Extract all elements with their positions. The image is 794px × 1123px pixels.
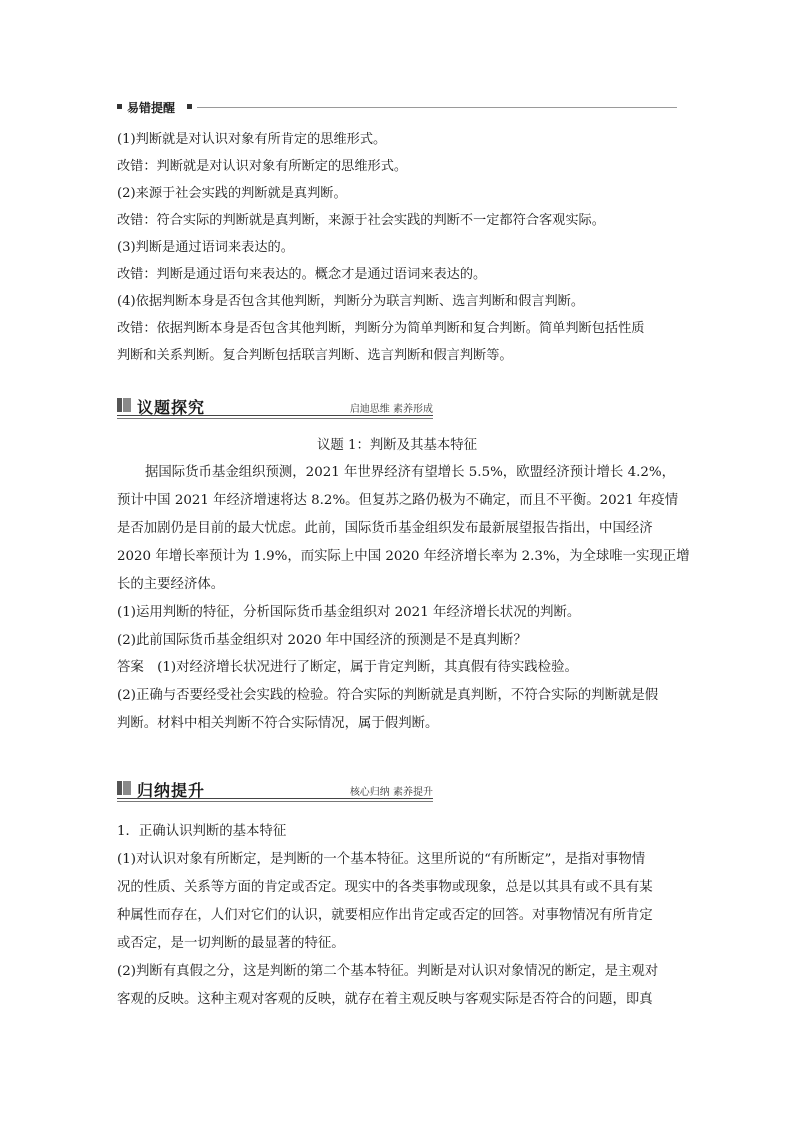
explore-line: 2020 年增长率预计为 1.9%，而实际上中国 2020 年经济增长率为 2.3%，为全球唯一实现正增 [117, 549, 690, 564]
error-line: (1)判断就是对认识对象有所肯定的思维形式。 [117, 132, 387, 147]
section-tab-icon [117, 781, 133, 795]
explore-line: 判断。材料中相关判断不符合实际情况，属于假判断。 [117, 716, 439, 731]
summary-section-bar [117, 778, 433, 798]
errors-section-title: 易错提醒 [127, 101, 176, 115]
error-line: 改错：符合实际的判断就是真判断，来源于社会实践的判断不一定都符合客观实际。 [117, 213, 605, 228]
summary-line: 或否定，是一切判断的最显著的特征。 [117, 936, 345, 951]
explore-line: 预计中国 2021 年经济增速将达 8.2%。但复苏之路仍极为不确定，而且不平衡。2021 年疫情 [117, 493, 679, 508]
summary-line: 客观的反映。这种主观对客观的反映，就存在着主观反映与客观实际是否符合的问题，即真 [117, 992, 653, 1007]
explore-line: 长的主要经济体。 [117, 577, 225, 592]
error-line: 改错：依据判断本身是否包含其他判断，判断分为简单判断和复合判断。简单判断包括性质 [117, 321, 645, 336]
explore-section-title: 议题探究 [137, 398, 206, 417]
summary-line: (1)对认识对象有所断定，是判断的一个基本特征。这里所说的“有所断定”，是指对事物情 [117, 852, 646, 867]
error-line: (3)判断是通过语词来表达的。 [117, 240, 294, 255]
summary-line: 种属性而存在，人们对它们的认识，就要相应作出肯定或否定的回答。对事物情况有所肯定 [117, 908, 653, 923]
summary-line: (2)判断有真假之分，这是判断的第二个基本特征。判断是对认识对象情况的断定，是主观对 [117, 964, 659, 979]
summary-heading: 1．正确认识判断的基本特征 [117, 824, 287, 839]
header-rule [197, 107, 677, 108]
explore-line: (2)正确与否要经受社会实践的检验。符合实际的判断就是真判断，不符合实际的判断就是假 [117, 688, 659, 703]
errors-section-header [117, 100, 677, 114]
error-line: 改错：判断就是对认识对象有所断定的思维形式。 [117, 159, 408, 174]
section-tab-icon [117, 398, 133, 412]
explore-line: 是否加剧仍是目前的最大忧虑。此前，国际货币基金组织发布最新展望报告指出，中国经济 [117, 521, 653, 536]
explore-section-subtitle: 启迪思维 素养形成 [349, 404, 433, 415]
explore-line: 据国际货币基金组织预测，2021 年世界经济有望增长 5.5%，欧盟经济预计增长 4.2%， [145, 465, 675, 480]
explore-line: (2)此前国际货币基金组织对 2020 年中国经济的预测是不是真判断？ [117, 633, 527, 648]
summary-section-title: 归纳提升 [137, 781, 206, 800]
error-line: (4)依据判断本身是否包含其他判断，判断分为联言判断、选言判断和假言判断。 [117, 294, 585, 309]
header-bullet-left [117, 104, 122, 109]
error-line: (2)来源于社会实践的判断就是真判断。 [117, 186, 347, 201]
explore-line: (1)运用判断的特征，分析国际货币基金组织对 2021 年经济增长状况的判断。 [117, 605, 581, 620]
summary-line: 况的性质、关系等方面的肯定或否定。现实中的各类事物或现象，总是以其具有或不具有某 [117, 880, 653, 895]
error-line: 改错：判断是通过语句来表达的。概念才是通过语词来表达的。 [117, 267, 487, 282]
topic-title: 议题 1：判断及其基本特征 [316, 438, 478, 453]
answer-line: 答案 (1)对经济增长状况进行了断定，属于肯定判断，其真假有待实践检验。 [117, 660, 578, 675]
explore-section-bar [117, 395, 433, 415]
error-line: 判断和关系判断。复合判断包括联言判断、选言判断和假言判断等。 [117, 348, 513, 363]
header-bullet-right [187, 104, 192, 109]
summary-section-subtitle: 核心归纳 素养提升 [349, 787, 433, 798]
